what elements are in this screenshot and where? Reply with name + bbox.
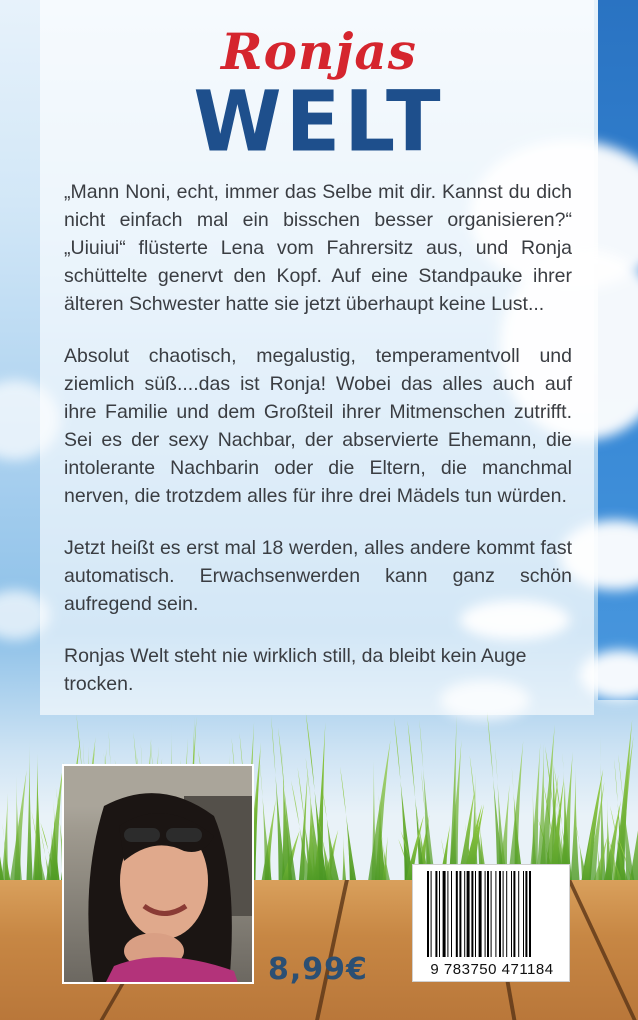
barcode-bar <box>475 871 476 957</box>
barcode-bar <box>443 871 446 957</box>
barcode-bar <box>518 871 519 957</box>
barcode-bar <box>513 871 515 957</box>
barcode-bar <box>485 871 486 957</box>
blurb-paragraph: Jetzt heißt es erst mal 18 werden, alles andere kommt fast automatisch. Erwachsenwerden kann ganz schön aufregend sein. <box>64 537 572 615</box>
author-photo <box>62 764 254 984</box>
barcode-bar <box>503 871 504 957</box>
barcode-bar <box>435 871 437 957</box>
barcode-bar <box>456 871 458 957</box>
barcode-bar <box>439 871 440 957</box>
title-block: WELT <box>193 72 445 171</box>
price-label: 8,99€ <box>268 952 368 987</box>
barcode-bar <box>471 871 473 957</box>
barcode <box>412 864 570 982</box>
grass-blade <box>26 740 34 900</box>
blurb-paragraph: Absolut chaotisch, megalustig, temperamentvoll und ziemlich süß....das ist Ronja! Wobei das alles auch auf ihre Familie und dem Großteil ihrer Mitmenschen zutrifft. Sei es der sexy Nachbar, der abservierte Ehemann, die intolerante Nachbarin oder die Eltern, die manchmal nerven, die trotzdem alles für ihre drei Mädels tun würden. <box>64 345 572 507</box>
author-portrait-illustration <box>64 766 254 984</box>
barcode-bar <box>495 871 496 957</box>
barcode-bar <box>525 871 527 957</box>
barcode-bars <box>427 871 557 957</box>
barcode-bar <box>431 871 432 957</box>
barcode-bar <box>479 871 482 957</box>
barcode-bar <box>523 871 524 957</box>
barcode-bar <box>459 871 461 957</box>
barcode-bar <box>506 871 507 957</box>
barcode-bar <box>467 871 470 957</box>
barcode-bar <box>491 871 492 957</box>
title-script: Ronjas <box>221 22 417 81</box>
barcode-bar <box>487 871 489 957</box>
barcode-bar <box>511 871 512 957</box>
blurb-paragraph: Ronjas Welt steht nie wirklich still, da bleibt kein Auge trocken. <box>64 645 527 695</box>
barcode-bar <box>499 871 501 957</box>
blurb-paragraph: „Mann Noni, echt, immer das Selbe mit dir. Kannst du dich nicht einfach mal ein bisschen besser organisieren?“ „Uiuiui“ flüsterte Lena vom Fahrersitz aus, und Ronja schüttelte genervt den Kopf. Auf eine Standpauke ihrer älteren Schwester hatte sie jetzt überhaupt keine Lust... <box>64 181 572 315</box>
blurb-text <box>64 178 572 722</box>
barcode-bar <box>529 871 531 957</box>
barcode-bar <box>447 871 448 957</box>
isbn-number: 9 783750 471184 <box>430 961 554 978</box>
barcode-bar <box>427 871 429 957</box>
barcode-bar <box>464 871 465 957</box>
barcode-bar <box>451 871 452 957</box>
